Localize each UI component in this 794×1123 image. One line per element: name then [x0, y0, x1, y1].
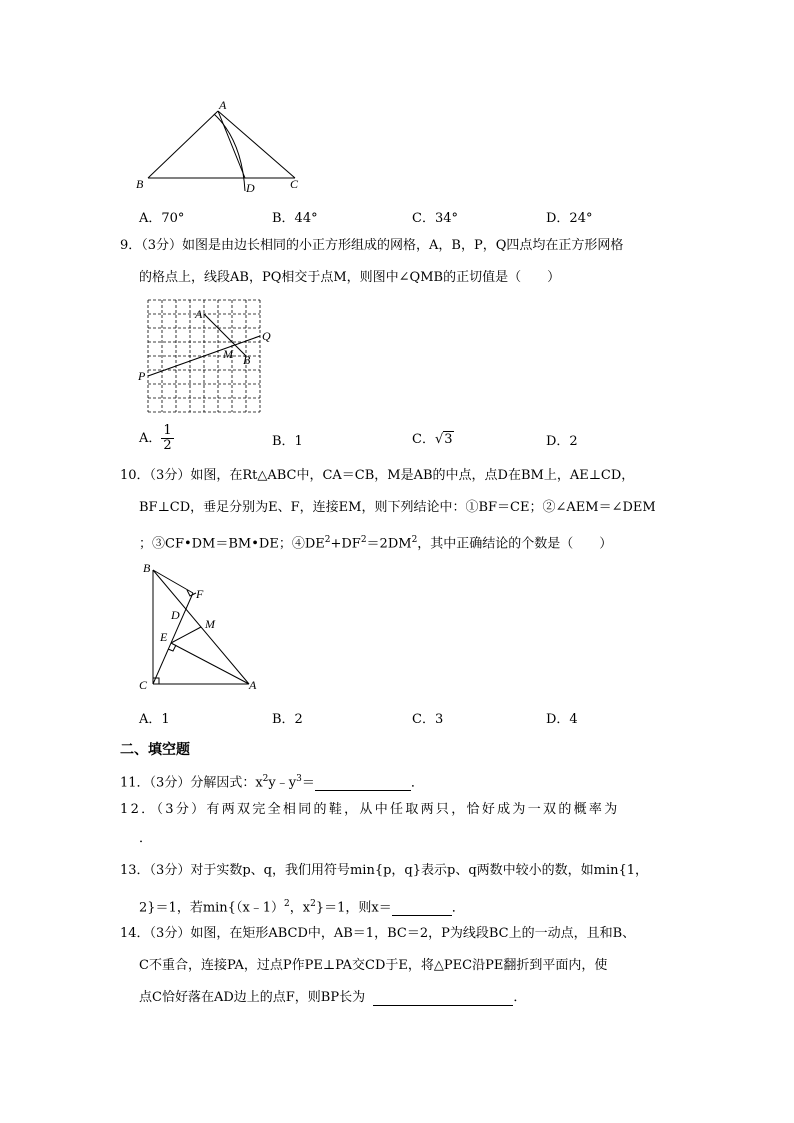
label-a: A — [195, 307, 203, 321]
q10-option-c: C．3 — [412, 712, 444, 727]
q10-option-b: B．2 — [272, 712, 303, 727]
q10-stem-line3: ；③CF•DM＝BM•DE；$④DE^2+DF^2=2DM^2$，其中正确结论的个数是（ ） — [139, 535, 613, 552]
side-ab — [148, 111, 218, 178]
arc-mark — [214, 114, 245, 191]
radicand: 3 — [444, 432, 453, 447]
label-m: M — [223, 347, 233, 361]
q9-option-c: C．√3 — [412, 432, 453, 447]
q11-stem: 11．（3分）分解因式：$x^2y﹣y^3=$ ． — [120, 774, 424, 791]
fraction-one-half: $\frac{1}{2}$ — [163, 423, 172, 453]
segment-ad — [218, 111, 245, 178]
q14-stem-line1: 14．（3分）如图，在矩形ABCD中，AB＝1，BC＝2，P为线段BC上的一动点，且和B、 — [120, 926, 636, 941]
q8-option-b: B．44° — [272, 211, 318, 226]
q14-stem-line3: 点C恰好落在AD边上的点F，则BP长为 ． — [139, 990, 527, 1005]
q10-stem-line1: 10．（3分）如图，在Rt△ABC中，CA＝CB，M是AB的中点，点D在BM上，AE⊥CD， — [120, 468, 635, 483]
q10-triangle-figure — [135, 558, 265, 698]
label-e: E — [160, 630, 168, 644]
label-a: A — [219, 98, 227, 112]
label-c: C — [139, 678, 148, 692]
label-b: B — [136, 177, 144, 191]
q11-answer-blank[interactable] — [315, 776, 411, 791]
q8-triangle-figure — [130, 95, 310, 200]
label-m: M — [205, 617, 215, 631]
sqrt-symbol: √ — [434, 432, 444, 447]
segment-em — [171, 627, 201, 643]
segment-ae — [171, 643, 249, 684]
label-d: D — [246, 181, 255, 195]
label-a: A — [249, 678, 257, 692]
q9-grid-figure — [135, 296, 280, 416]
q10-option-d: D．4 — [546, 712, 578, 727]
q8-option-c: C．34° — [412, 211, 458, 226]
label-p: P — [138, 369, 146, 383]
q9-stem-line1: 9．（3分）如图是由边长相同的小正方形组成的网格，A，B，P，Q四点均在正方形网格 — [120, 238, 624, 253]
q14-answer-blank[interactable] — [373, 991, 513, 1006]
q10-option-a: A．1 — [139, 712, 170, 727]
q9-option-b: B．1 — [272, 434, 303, 449]
label-f: F — [196, 587, 204, 601]
line-cf — [153, 593, 193, 684]
q8-option-a: A．70° — [139, 211, 185, 226]
q14-stem-line2: C不重合，连接PA，过点P作PE⊥PA交CD于E，将△PEC沿PE翻折到平面内，使 — [139, 958, 608, 973]
q12-stem-line1: 12．（3分）有两双完全相同的鞋，从中任取两只，恰好成为一双的概率为 — [120, 802, 620, 817]
label-d: D — [171, 608, 180, 622]
label-b: B — [143, 561, 151, 575]
q9-option-a: A． $\frac{1}{2}$ — [139, 423, 172, 453]
side-ac — [218, 111, 295, 178]
section-title-fill-in: 二、填空题 — [120, 742, 190, 758]
label-c: C — [290, 177, 299, 191]
q9-stem-line2: 的格点上，线段AB，PQ相交于点M，则图中∠QMB的正切值是（ ） — [139, 270, 561, 285]
q13-stem-line1: 13．（3分）对于实数p、q，我们用符号min{p，q}表示p、q两数中较小的数，如min{1， — [120, 863, 649, 878]
q13-answer-blank[interactable] — [392, 901, 452, 916]
q12-stem-line2: ． — [139, 831, 153, 846]
label-q: Q — [262, 329, 271, 343]
q9-option-d: D．2 — [546, 434, 578, 449]
segment-bf — [153, 570, 193, 593]
label-b: B — [243, 353, 251, 367]
q13-stem-line2: 2}＝1，若min{（x﹣1）$^2$，$x^2\}=1$，则x＝ ． — [139, 899, 465, 916]
q8-option-d: D．24° — [546, 211, 593, 226]
q10-stem-line2: BF⊥CD，垂足分别为E、F，连接EM，则下列结论中：①BF＝CE；②∠AEM＝∠DEM — [139, 500, 656, 515]
